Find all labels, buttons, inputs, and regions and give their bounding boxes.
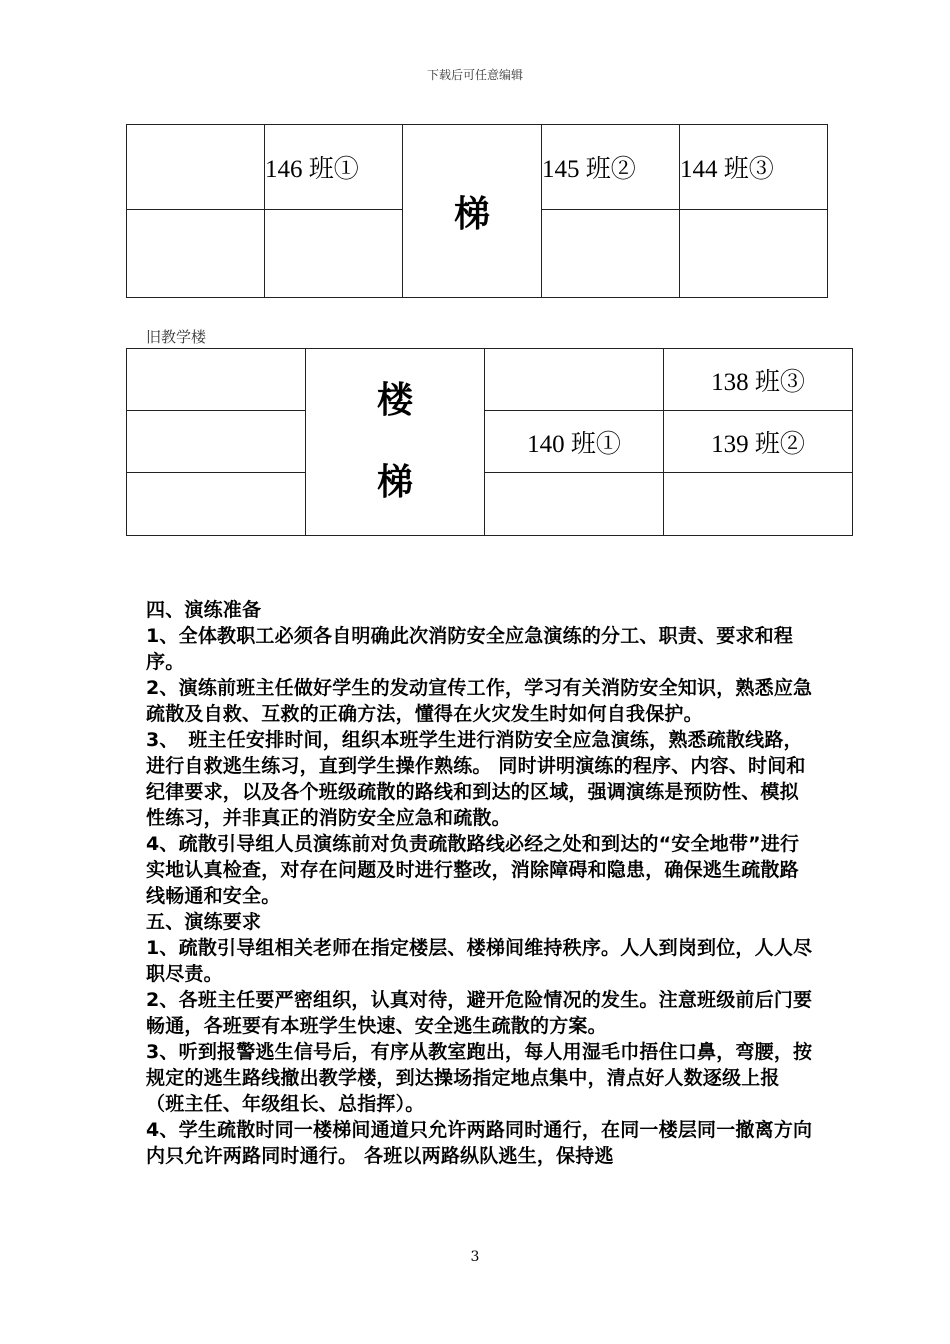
paragraph: 1、全体教职工必须各自明确此次消防安全应急演练的分工、职责、要求和程序。: [146, 625, 794, 673]
drill-text: [146, 597, 816, 1169]
empty-cell: [680, 210, 828, 298]
paragraph: 3、 班主任安排时间，组织本班学生进行消防安全应急演练，熟悉疏散线路，进行自救逃生练习，直到学生操作熟练。 同时讲明演练的程序、内容、时间和纪律要求，以及各个班级疏散的路线和到达的区域，强调演练是预防性、模拟性练习，并非真正的消防安全应急和疏散。: [146, 729, 806, 829]
paragraph: 4、疏散引导组人员演练前对负责疏散路线必经之处和到达的“安全地带”进行实地认真检查，对存在问题及时进行整改，消除障碍和隐患，确保逃生疏散路线畅通和安全。: [146, 833, 800, 907]
classroom-139: 139 班②: [664, 411, 853, 473]
classroom-145: 145 班②: [542, 125, 680, 210]
classroom-138: 138 班③: [664, 349, 853, 411]
classroom-146: 146 班①: [265, 125, 403, 210]
paragraph: 2、各班主任要严密组织，认真对待，避开危险情况的发生。注意班级前后门要畅通，各班要有本班学生快速、安全逃生疏散的方案。: [146, 989, 813, 1037]
empty-cell: [127, 125, 265, 210]
stair-char-bottom: 梯: [376, 462, 413, 503]
paragraph: 2、演练前班主任做好学生的发动宣传工作，学习有关消防安全知识，熟悉应急疏散及自救、互救的正确方法，懂得在火灾发生时如何自我保护。: [146, 677, 813, 725]
empty-cell: [127, 411, 306, 473]
section-heading-requirements: 五、演练要求: [146, 911, 262, 933]
empty-cell: [265, 210, 403, 298]
empty-cell: [127, 349, 306, 411]
empty-cell: [664, 473, 853, 536]
new-building-floor-table: [126, 124, 828, 298]
classroom-140: 140 班①: [485, 411, 664, 473]
empty-cell: [542, 210, 680, 298]
empty-cell: [127, 473, 306, 536]
paragraph: 3、听到报警逃生信号后，有序从教室跑出，每人用湿毛巾捂住口鼻，弯腰，按规定的逃生路线撤出教学楼，到达操场指定地点集中，清点好人数逐级上报（班主任、年级组长、总指挥）。: [146, 1041, 813, 1115]
page-number: 3: [470, 1249, 480, 1265]
stairwell: [306, 349, 485, 536]
stairwell: 梯: [403, 125, 542, 298]
empty-cell: [485, 349, 664, 411]
old-building-floor-table: [126, 348, 853, 536]
empty-cell: [485, 473, 664, 536]
header-note: 下载后可任意编辑: [426, 68, 523, 82]
section-heading-preparation: 四、演练准备: [146, 599, 262, 621]
old-building-caption: 旧教学楼: [146, 328, 207, 346]
paragraph: 4、学生疏散时同一楼梯间通道只允许两路同时通行，在同一楼层同一撤离方向内只允许两路同时通行。 各班以两路纵队逃生，保持逃: [146, 1119, 813, 1167]
paragraph: 1、疏散引导组相关老师在指定楼层、楼梯间维持秩序。人人到岗到位，人人尽职尽责。: [146, 937, 813, 985]
stair-char-top: 楼: [376, 380, 413, 421]
empty-cell: [127, 210, 265, 298]
classroom-144: 144 班③: [680, 125, 828, 210]
